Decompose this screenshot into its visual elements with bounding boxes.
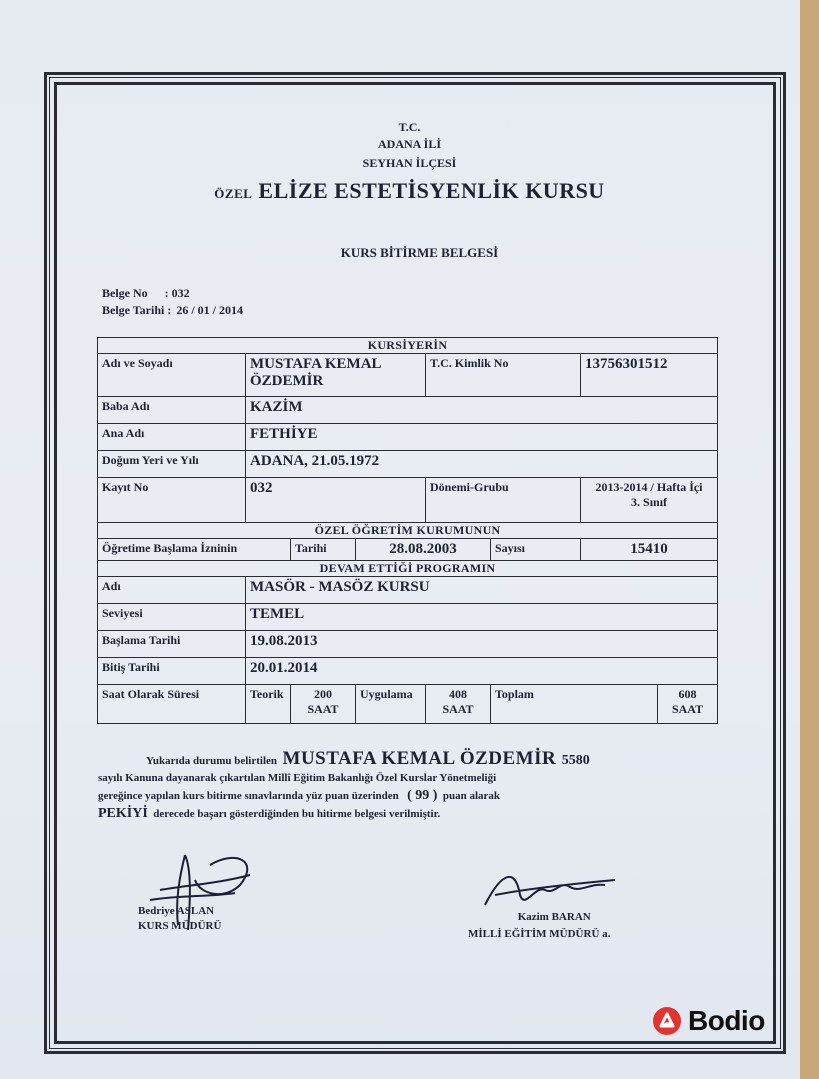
belge-no-label: Belge No xyxy=(102,286,148,300)
bodio-brand-text: Bodio xyxy=(688,1005,765,1036)
adi-soyadi-label: Adı ve Soyadı xyxy=(98,354,246,397)
bitis-tarihi-label: Bitiş Tarihi xyxy=(98,658,246,685)
section-devam-programi: DEVAM ETTİĞİ PROGRAMIN xyxy=(98,561,718,577)
teorik-unit: SAAT xyxy=(307,702,339,716)
sayisi-label: Sayısı xyxy=(491,539,581,561)
uygulama-hours: 408 xyxy=(449,687,467,701)
sayisi-value: 15410 xyxy=(581,539,718,561)
institution-title xyxy=(0,178,819,204)
ana-adi-value: FETHİYE xyxy=(246,424,718,451)
toplam-unit: SAAT xyxy=(671,702,704,716)
donem-grubu-line2: 3. Sınıf xyxy=(631,495,668,509)
paragraph-closing: derecede başarı gösterdiğinden bu hitirme belgesi verilmiştir. xyxy=(153,808,441,820)
teorik-value xyxy=(291,685,356,724)
izin-label: Öğretime Başlama İzninin xyxy=(98,539,291,561)
donem-grubu-label: Dönemi-Grubu xyxy=(426,478,581,523)
teorik-hours: 200 xyxy=(314,687,332,701)
header-line-district: SEYHAN İLÇESİ xyxy=(362,156,457,170)
seviye-label: Seviyesi xyxy=(98,604,246,631)
header-line-tc: T.C. xyxy=(398,120,421,134)
left-signature-block xyxy=(138,904,221,934)
paragraph-grade: PEKİYİ xyxy=(98,806,148,821)
belge-no xyxy=(102,286,190,301)
right-signature-scribble xyxy=(480,865,620,915)
toplam-hours: 608 xyxy=(678,687,697,701)
paragraph-law-no: 5580 xyxy=(561,753,590,768)
right-signature-block xyxy=(468,909,610,943)
baba-adi-value: KAZİM xyxy=(246,397,718,424)
institution-prefix: ÖZEL xyxy=(214,186,253,201)
certificate-table xyxy=(97,337,718,724)
toplam-value xyxy=(658,685,718,724)
header-line-province: ADANA İLİ xyxy=(377,137,441,151)
uygulama-unit: SAAT xyxy=(442,702,474,716)
bitis-tarihi-value: 20.01.2014 xyxy=(246,658,718,685)
paragraph-line1 xyxy=(98,750,698,770)
paragraph-line2: sayılı Kanuna dayanarak çıkartılan Millî Eğitim Bakanlığı Özel Kurslar Yönetmeliği xyxy=(98,772,497,784)
section-kursiyerin: KURSİYERİN xyxy=(98,338,718,354)
paragraph-puan-text: puan alarak xyxy=(442,790,501,802)
tarihi-value: 28.08.2003 xyxy=(356,539,491,561)
tc-kimlik-label: T.C. Kimlik No xyxy=(426,354,581,397)
dogum-value: ADANA, 21.05.1972 xyxy=(246,451,718,478)
baslama-tarihi-value: 19.08.2013 xyxy=(246,631,718,658)
right-signer-name: Kazim BARAN xyxy=(517,911,591,923)
uygulama-label: Uygulama xyxy=(356,685,426,724)
document-title: KURS BİTİRME BELGESİ xyxy=(340,245,499,260)
teorik-label: Teorik xyxy=(246,685,291,724)
left-signer-title: KURS MÜDÜRÜ xyxy=(138,920,222,932)
baslama-tarihi-label: Başlama Tarihi xyxy=(98,631,246,658)
belge-tarihi-label: Belge Tarihi : xyxy=(102,303,172,317)
paragraph-score: ( 99 ) xyxy=(407,788,438,803)
uygulama-value xyxy=(426,685,491,724)
belge-tarihi-value: 26 / 01 / 2014 xyxy=(176,303,244,317)
certificate-paragraph xyxy=(98,750,698,823)
left-signer-name: Bedriye ASLAN xyxy=(138,905,215,917)
program-adi-label: Adı xyxy=(98,577,246,604)
belge-tarihi xyxy=(102,303,243,318)
tarihi-label: Tarihi xyxy=(291,539,356,561)
institution-name: ELİZE ESTETİSYENLİK KURSU xyxy=(258,178,605,203)
baba-adi-label: Baba Adı xyxy=(98,397,246,424)
right-signer-title: MİLLİ EĞİTİM MÜDÜRÜ a. xyxy=(468,928,611,940)
kayit-no-value: 032 xyxy=(246,478,426,523)
adi-soyadi-value: MUSTAFA KEMAL ÖZDEMİR xyxy=(246,354,426,397)
bodio-watermark xyxy=(652,1004,765,1038)
section-ozel-ogretim: ÖZEL ÖĞRETİM KURUMUNUN xyxy=(98,523,718,539)
paragraph-student-name: MUSTAFA KEMAL ÖZDEMİR xyxy=(282,748,557,769)
kayit-no-label: Kayıt No xyxy=(98,478,246,523)
tc-kimlik-value: 13756301512 xyxy=(581,354,718,397)
paragraph-line4 xyxy=(98,805,698,823)
ana-adi-label: Ana Adı xyxy=(98,424,246,451)
seviye-value: TEMEL xyxy=(246,604,718,631)
donem-grubu-value xyxy=(581,478,718,523)
toplam-label: Toplam xyxy=(491,685,658,724)
dogum-label: Doğum Yeri ve Yılı xyxy=(98,451,246,478)
paragraph-intro: Yukarıda durumu belirtilen xyxy=(146,755,278,767)
program-adi-value: MASÖR - MASÖZ KURSU xyxy=(246,577,718,604)
belge-no-value: : 032 xyxy=(164,286,190,300)
donem-grubu-line1: 2013-2014 / Hafta İçi xyxy=(595,480,703,494)
bodio-logo-icon xyxy=(652,1006,682,1036)
paragraph-exam-text: gereğince yapılan kurs bitirme sınavlarında yüz puan üzerinden xyxy=(98,790,399,802)
paragraph-line3 xyxy=(98,787,698,805)
saat-suresi-label: Saat Olarak Süresi xyxy=(98,685,246,724)
